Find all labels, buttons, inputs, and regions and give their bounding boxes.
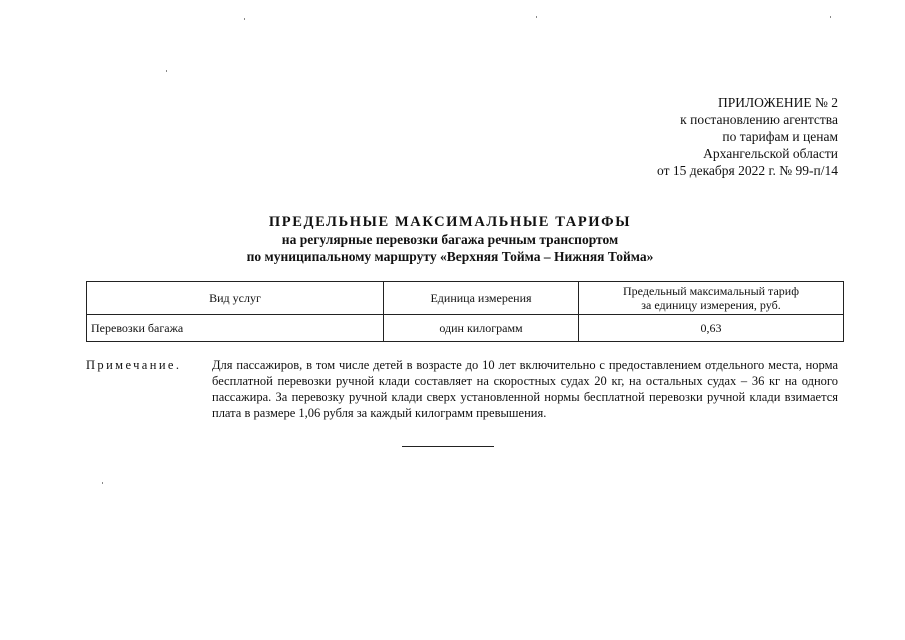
header-tariff-line2: за единицу измерения, руб. — [641, 298, 781, 312]
header-tariff-line1: Предельный максимальный тариф — [623, 284, 799, 298]
scan-speck — [830, 16, 831, 18]
table-header-row — [87, 282, 844, 315]
scan-speck — [102, 482, 103, 484]
header-service: Вид услуг — [87, 282, 384, 315]
title-main: ПРЕДЕЛЬНЫЕ МАКСИМАЛЬНЫЕ ТАРИФЫ — [268, 214, 632, 230]
title-subtitle: на регулярные перевозки багажа речным транспортом — [281, 232, 619, 247]
appendix-header — [560, 94, 838, 179]
appendix-number: ПРИЛОЖЕНИЕ № 2 — [717, 95, 838, 110]
appendix-line: к постановлению агентства — [680, 112, 838, 127]
title-route: по муниципальному маршруту «Верхняя Тойма – Нижняя Тойма» — [246, 249, 654, 264]
cell-tariff: 0,63 — [579, 315, 844, 342]
header-unit: Единица измерения — [384, 282, 579, 315]
note-text: Для пассажиров, в том числе детей в возрасте до 10 лет включительно с предоставлением отдельного места, норма бесплатной перевозки ручной клади составляет на скоростных судах 20 кг, на остальных судах – 36 кг на одного пассажира. За перевозку ручной клади сверх установленной нормы бесплатной перевозки ручной клади взимается плата в размере 1,06 рубля за каждый килограмм превышения. — [212, 358, 838, 420]
appendix-line: Архангельской области — [703, 146, 838, 161]
tariff-table — [86, 281, 844, 342]
end-divider — [402, 446, 494, 447]
cell-service: Перевозки багажа — [87, 315, 384, 342]
cell-unit: один килограмм — [384, 315, 579, 342]
appendix-line: по тарифам и ценам — [722, 129, 838, 144]
scan-speck — [166, 70, 167, 72]
table-row — [87, 315, 844, 342]
scan-speck — [244, 18, 245, 20]
scan-speck — [536, 16, 537, 18]
header-tariff — [579, 282, 844, 315]
document-title — [100, 213, 800, 265]
appendix-date: от 15 декабря 2022 г. № 99-п/14 — [657, 163, 838, 178]
note-label: Примечание. — [86, 358, 182, 372]
